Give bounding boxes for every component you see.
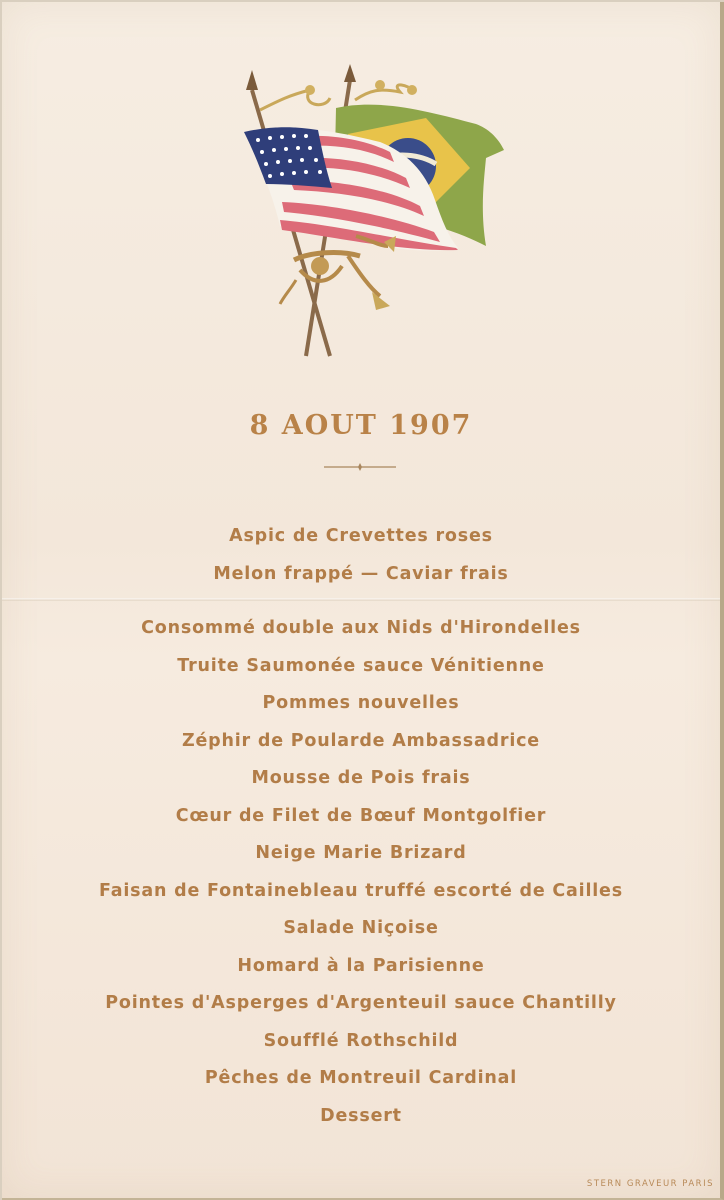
menu-item: Pointes d'Asperges d'Argenteuil sauce Chantilly (105, 993, 617, 1013)
gold-cord-top (260, 90, 330, 110)
menu-item: Cœur de Filet de Bœuf Montgolfier (175, 805, 547, 826)
paper-fold-line (2, 598, 720, 601)
menu-item: Salade Niçoise (283, 918, 439, 938)
event-date: 8 AOUT 1907 (249, 410, 473, 441)
menu-courses (2, 610, 720, 1135)
spear-tip-left (246, 70, 258, 90)
engraver-credit: STERN GRAVEUR PARIS (586, 1179, 714, 1189)
menu-card (2, 2, 724, 1200)
menu-item: Faisan de Fontainebleau truffé escorté de Cailles (99, 880, 623, 901)
menu-item: Homard à la Parisienne (237, 955, 485, 976)
menu-item: Soufflé Rothschild (263, 1030, 459, 1051)
menu-item: Neige Marie Brizard (255, 843, 467, 863)
menu-item: Pommes nouvelles (262, 693, 460, 713)
menu-item: Pêches de Montreuil Cardinal (204, 1068, 518, 1088)
menu-item: Truite Saumonée sauce Vénitienne (177, 655, 545, 676)
menu-starters (2, 518, 720, 593)
ornamental-divider (324, 460, 396, 474)
menu-item: Aspic de Crevettes roses (229, 526, 493, 546)
menu-item: Zéphir de Poularde Ambassadrice (182, 730, 540, 751)
menu-item: Mousse de Pois frais (251, 768, 471, 788)
crossed-flags-icon (230, 60, 520, 370)
spear-tip-right (344, 64, 356, 82)
menu-item: Melon frappé — Caviar frais (213, 563, 509, 584)
menu-item: Dessert (320, 1105, 402, 1126)
menu-item: Consommé double aux Nids d'Hirondelles (141, 618, 581, 638)
